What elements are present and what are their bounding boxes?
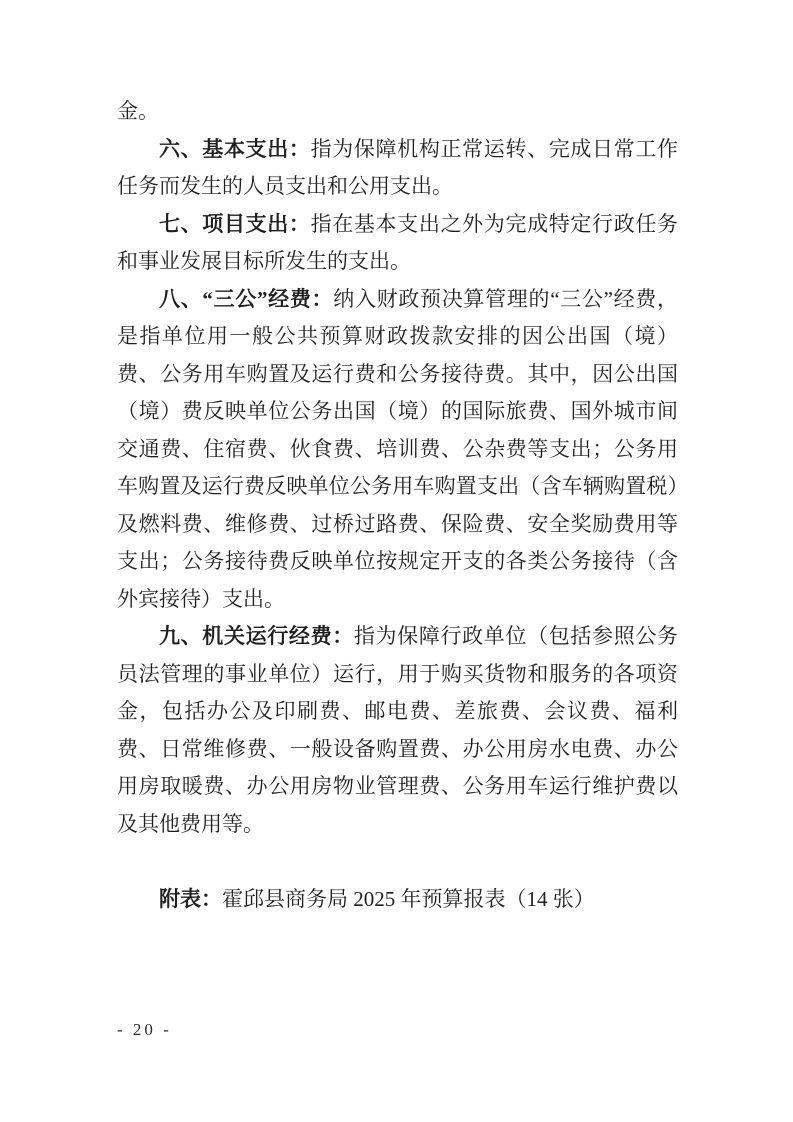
page-number: - 20 - <box>117 1020 172 1039</box>
paragraph-continuation-text: 金。 <box>117 99 159 123</box>
paragraph-three-public-funds-text: 纳入财政预决算管理的“三公”经费，是指单位用一般公共预算财政拨款安排的因公出国（境）费、公务用车购置及运行费和公务接待费。其中，因公出国（境）费反映单位公务出国（境）的国际旅费、国外城市间交通费、住宿费、伙食费、培训费、公杂费等支出；公务用车购置及运行费反映单位公务用车购置支出（含车辆购置税）及燃料费、维修费、过桥过路费、保险费、安全奖励费用等支出；公务接待费反映单位按规定开支的各类公务接待（含外宾接待）支出。 <box>117 286 679 611</box>
attachment-note-text: 霍邱县商务局 2025 年预算报表（14 张） <box>222 886 595 911</box>
paragraph-agency-operating-funds-text: 指为保障行政单位（包括参照公务员法管理的事业单位）运行，用于购买货物和服务的各项资金，包括办公及印刷费、邮电费、差旅费、会议费、福利费、日常维修费、一般设备购置费、办公用房水电费、办公用房取暖费、办公用房物业管理费、公务用车运行维护费以及其他费用等。 <box>117 624 679 836</box>
paragraph-basic-expenditure <box>117 131 678 206</box>
paragraph-continuation <box>117 93 678 131</box>
paragraph-basic-expenditure-heading: 六、基本支出： <box>159 136 311 161</box>
paragraph-agency-operating-funds <box>117 618 678 843</box>
attachment-note <box>117 881 678 919</box>
attachment-note-heading: 附表： <box>159 886 222 911</box>
document-body <box>117 93 678 918</box>
paragraph-project-expenditure <box>117 206 678 281</box>
paragraph-basic-expenditure-text: 指为保障机构正常运转、完成日常工作任务而发生的人员支出和公用支出。 <box>117 136 679 198</box>
paragraph-three-public-funds <box>117 281 678 619</box>
paragraph-agency-operating-funds-heading: 九、机关运行经费： <box>159 624 354 648</box>
paragraph-project-expenditure-heading: 七、项目支出： <box>159 211 311 236</box>
paragraph-project-expenditure-text: 指在基本支出之外为完成特定行政任务和事业发展目标所发生的支出。 <box>117 211 679 273</box>
paragraph-three-public-funds-heading: 八、“三公”经费： <box>159 286 334 311</box>
